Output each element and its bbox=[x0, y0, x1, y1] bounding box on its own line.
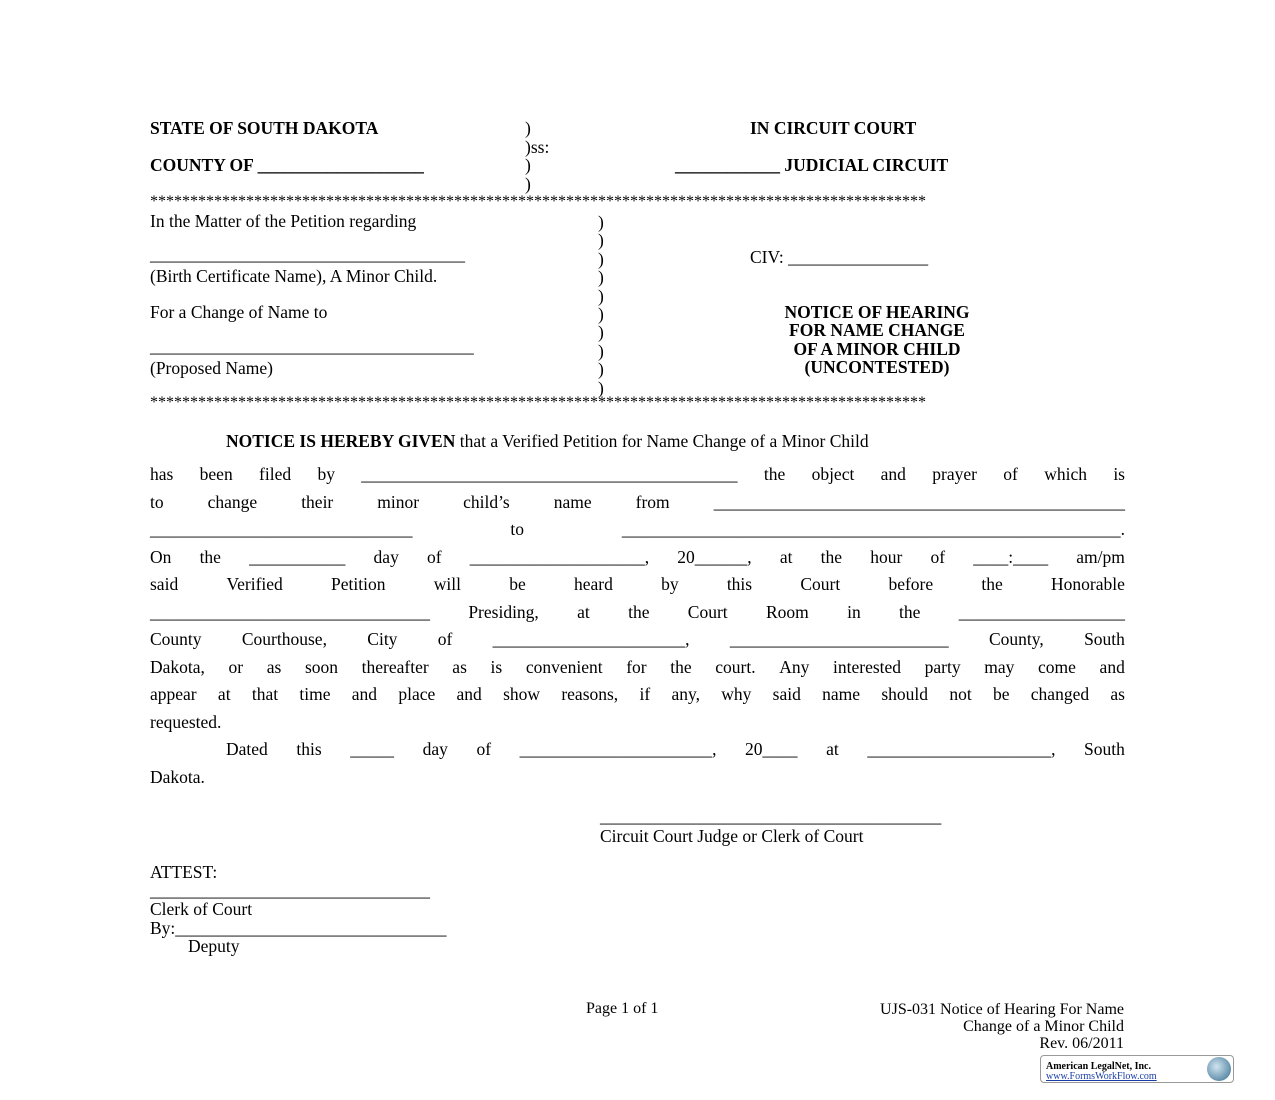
word: County bbox=[150, 629, 202, 649]
star-divider: ************************************************************************************************* bbox=[150, 193, 926, 210]
form-id: UJS-031 Notice of Hearing For Name Change of a Minor Child Rev. 06/2011 bbox=[880, 1001, 1124, 1052]
circuit-heading: ____________ JUDICIAL CIRCUIT bbox=[675, 155, 949, 175]
word: object bbox=[811, 464, 855, 484]
word: _________________________ bbox=[729, 629, 949, 649]
word: 20______, bbox=[677, 546, 752, 567]
word: Verified bbox=[226, 574, 283, 594]
word: ______________________, bbox=[492, 629, 690, 649]
word: soon bbox=[304, 656, 339, 677]
word: this bbox=[726, 574, 753, 594]
word: be bbox=[509, 574, 526, 594]
caption-paren: ) bbox=[525, 174, 531, 194]
word: name bbox=[553, 491, 592, 512]
word: of bbox=[476, 739, 492, 759]
dated-line bbox=[150, 736, 1125, 764]
word: and bbox=[351, 684, 378, 704]
word: in bbox=[847, 601, 861, 622]
word: and bbox=[880, 464, 906, 484]
word: hour bbox=[870, 546, 903, 567]
word: why bbox=[721, 684, 752, 704]
word: their bbox=[301, 491, 334, 512]
word: before bbox=[888, 574, 934, 594]
body-line bbox=[150, 626, 1125, 654]
caption-paren: ) bbox=[525, 118, 531, 138]
body-line bbox=[150, 599, 1125, 627]
word: Honorable bbox=[1051, 574, 1125, 594]
word: time bbox=[299, 684, 331, 704]
word: interested bbox=[833, 656, 902, 677]
word: Dated bbox=[226, 739, 268, 759]
word: at bbox=[779, 546, 793, 567]
attest-label: ATTEST: bbox=[150, 862, 218, 882]
word: Presiding, bbox=[468, 601, 539, 622]
caption-ss: )ss: bbox=[525, 137, 550, 157]
word: place bbox=[398, 684, 436, 704]
word: changed bbox=[1030, 684, 1090, 704]
word: court. bbox=[715, 656, 756, 677]
word: reasons, bbox=[561, 684, 619, 704]
word: Any bbox=[779, 656, 810, 677]
word: day bbox=[373, 546, 399, 567]
word: the bbox=[670, 656, 692, 677]
word: _____ bbox=[350, 739, 394, 759]
word: convenient bbox=[525, 656, 603, 677]
notice-body bbox=[150, 461, 1125, 791]
word: am/pm bbox=[1076, 546, 1125, 567]
clerk-label: Clerk of Court bbox=[150, 899, 253, 919]
word: come bbox=[1038, 656, 1076, 677]
word: thereafter bbox=[361, 656, 429, 677]
county-heading: COUNTY OF ___________________ bbox=[150, 155, 424, 175]
body-line: Dakota. bbox=[150, 766, 205, 787]
word: said bbox=[150, 574, 179, 594]
word: Court bbox=[687, 601, 728, 622]
body-line: requested. bbox=[150, 711, 222, 732]
word: heard bbox=[573, 574, 613, 594]
word: appear bbox=[150, 684, 197, 704]
word: party bbox=[924, 656, 961, 677]
word: of bbox=[1003, 464, 1018, 484]
word: which bbox=[1044, 464, 1087, 484]
word: the bbox=[820, 546, 843, 567]
word: this bbox=[296, 739, 322, 759]
word: to bbox=[150, 491, 164, 512]
word: Court bbox=[800, 574, 841, 594]
caption-paren: ) bbox=[525, 155, 531, 175]
word: of bbox=[437, 629, 453, 649]
word: at bbox=[577, 601, 590, 622]
body-line bbox=[150, 654, 1125, 682]
word: of bbox=[427, 546, 442, 567]
body-line bbox=[150, 571, 1125, 599]
star-divider: ************************************************************************************************* bbox=[150, 394, 926, 411]
matter-parens: ) ) ) ) ) ) ) ) ) ) bbox=[598, 212, 604, 398]
word: prayer bbox=[932, 464, 977, 484]
word: should bbox=[881, 684, 929, 704]
word: the bbox=[899, 601, 921, 622]
body-line bbox=[150, 681, 1125, 709]
word: On bbox=[150, 546, 172, 567]
proposed-name-blank: _____________________________________ bbox=[150, 336, 474, 356]
matter-line: In the Matter of the Petition regarding bbox=[150, 211, 417, 231]
word: Petition bbox=[331, 574, 386, 594]
word: Courthouse, bbox=[241, 629, 327, 649]
word: _______________________________________________ bbox=[713, 491, 1125, 512]
clerk-signature-line: ________________________________ bbox=[150, 880, 430, 900]
proposed-name-label: (Proposed Name) bbox=[150, 358, 273, 378]
word: South bbox=[1084, 739, 1125, 759]
word: by bbox=[661, 574, 679, 594]
word: and bbox=[456, 684, 482, 704]
word: and bbox=[1099, 656, 1125, 677]
word: City bbox=[367, 629, 398, 649]
word: by bbox=[317, 464, 335, 484]
word: from bbox=[635, 491, 670, 512]
word: name bbox=[822, 684, 861, 704]
word: if bbox=[639, 684, 651, 704]
word: South bbox=[1084, 629, 1125, 649]
body-line bbox=[150, 544, 1125, 572]
signature-line: _______________________________________ bbox=[600, 806, 942, 826]
birth-name-blank: ____________________________________ bbox=[150, 244, 465, 264]
publisher-logo: American LegalNet, Inc. www.FormsWorkFlow.com bbox=[1040, 1055, 1234, 1083]
word: for bbox=[626, 656, 647, 677]
word: ___________ bbox=[249, 546, 346, 567]
word: as bbox=[1110, 684, 1125, 704]
change-to-line: For a Change of Name to bbox=[150, 302, 328, 322]
page-number: Page 1 of 1 bbox=[586, 1000, 659, 1017]
body-line bbox=[150, 516, 1125, 544]
word: that bbox=[251, 684, 279, 704]
word: ___________________ bbox=[958, 601, 1125, 622]
word: day bbox=[422, 739, 448, 759]
word: the bbox=[763, 464, 786, 484]
word: ______________________________ bbox=[150, 519, 413, 539]
word: _________________________________________________________. bbox=[621, 519, 1125, 539]
birth-name-label: (Birth Certificate Name), A Minor Child. bbox=[150, 266, 438, 286]
state-heading: STATE OF SOUTH DAKOTA bbox=[150, 118, 379, 138]
word: at bbox=[826, 739, 839, 759]
word: the bbox=[199, 546, 221, 567]
word: not bbox=[949, 684, 972, 704]
word: ______________________, bbox=[519, 739, 717, 759]
word: be bbox=[992, 684, 1010, 704]
word: may bbox=[984, 656, 1015, 677]
word: any, bbox=[671, 684, 700, 704]
word: as bbox=[266, 656, 282, 677]
word: is bbox=[490, 656, 503, 677]
word: been bbox=[199, 464, 233, 484]
body-line bbox=[150, 489, 1125, 517]
word: ____________________, bbox=[469, 546, 650, 567]
word: filed bbox=[259, 464, 292, 484]
deputy-label: Deputy bbox=[188, 936, 240, 956]
deputy-signature-line: By:_______________________________ bbox=[150, 918, 447, 938]
word: child’s bbox=[463, 491, 510, 512]
word: ___________________________________________ bbox=[361, 464, 738, 484]
civ-field: CIV: ________________ bbox=[750, 247, 929, 267]
word: to bbox=[510, 519, 524, 539]
word: Room bbox=[765, 601, 809, 622]
word: ____:____ bbox=[973, 546, 1049, 567]
judge-label: Circuit Court Judge or Clerk of Court bbox=[600, 826, 864, 846]
publisher-url[interactable]: www.FormsWorkFlow.com bbox=[1046, 1071, 1157, 1082]
word: at bbox=[217, 684, 231, 704]
word: or bbox=[228, 656, 244, 677]
word: is bbox=[1113, 464, 1125, 484]
word: has bbox=[150, 464, 174, 484]
word: the bbox=[628, 601, 650, 622]
word: show bbox=[503, 684, 541, 704]
body-line bbox=[150, 461, 1125, 489]
word: said bbox=[772, 684, 801, 704]
word: Dakota, bbox=[150, 656, 205, 677]
word: County, bbox=[988, 629, 1044, 649]
word: 20____ bbox=[745, 739, 798, 759]
word: the bbox=[981, 574, 1003, 594]
notice-line: NOTICE IS HEREBY GIVEN that a Verified Petition for Name Change of a Minor Child bbox=[226, 431, 869, 451]
court-heading: IN CIRCUIT COURT bbox=[750, 118, 917, 138]
word: minor bbox=[377, 491, 420, 512]
word: _____________________, bbox=[867, 739, 1056, 759]
word: change bbox=[207, 491, 258, 512]
word: as bbox=[452, 656, 467, 677]
globe-icon bbox=[1207, 1057, 1231, 1081]
word: of bbox=[930, 546, 946, 567]
word: ________________________________ bbox=[150, 601, 430, 622]
word: will bbox=[433, 574, 461, 594]
document-title: NOTICE OF HEARING FOR NAME CHANGE OF A MINOR CHILD (UNCONTESTED) bbox=[784, 302, 970, 378]
